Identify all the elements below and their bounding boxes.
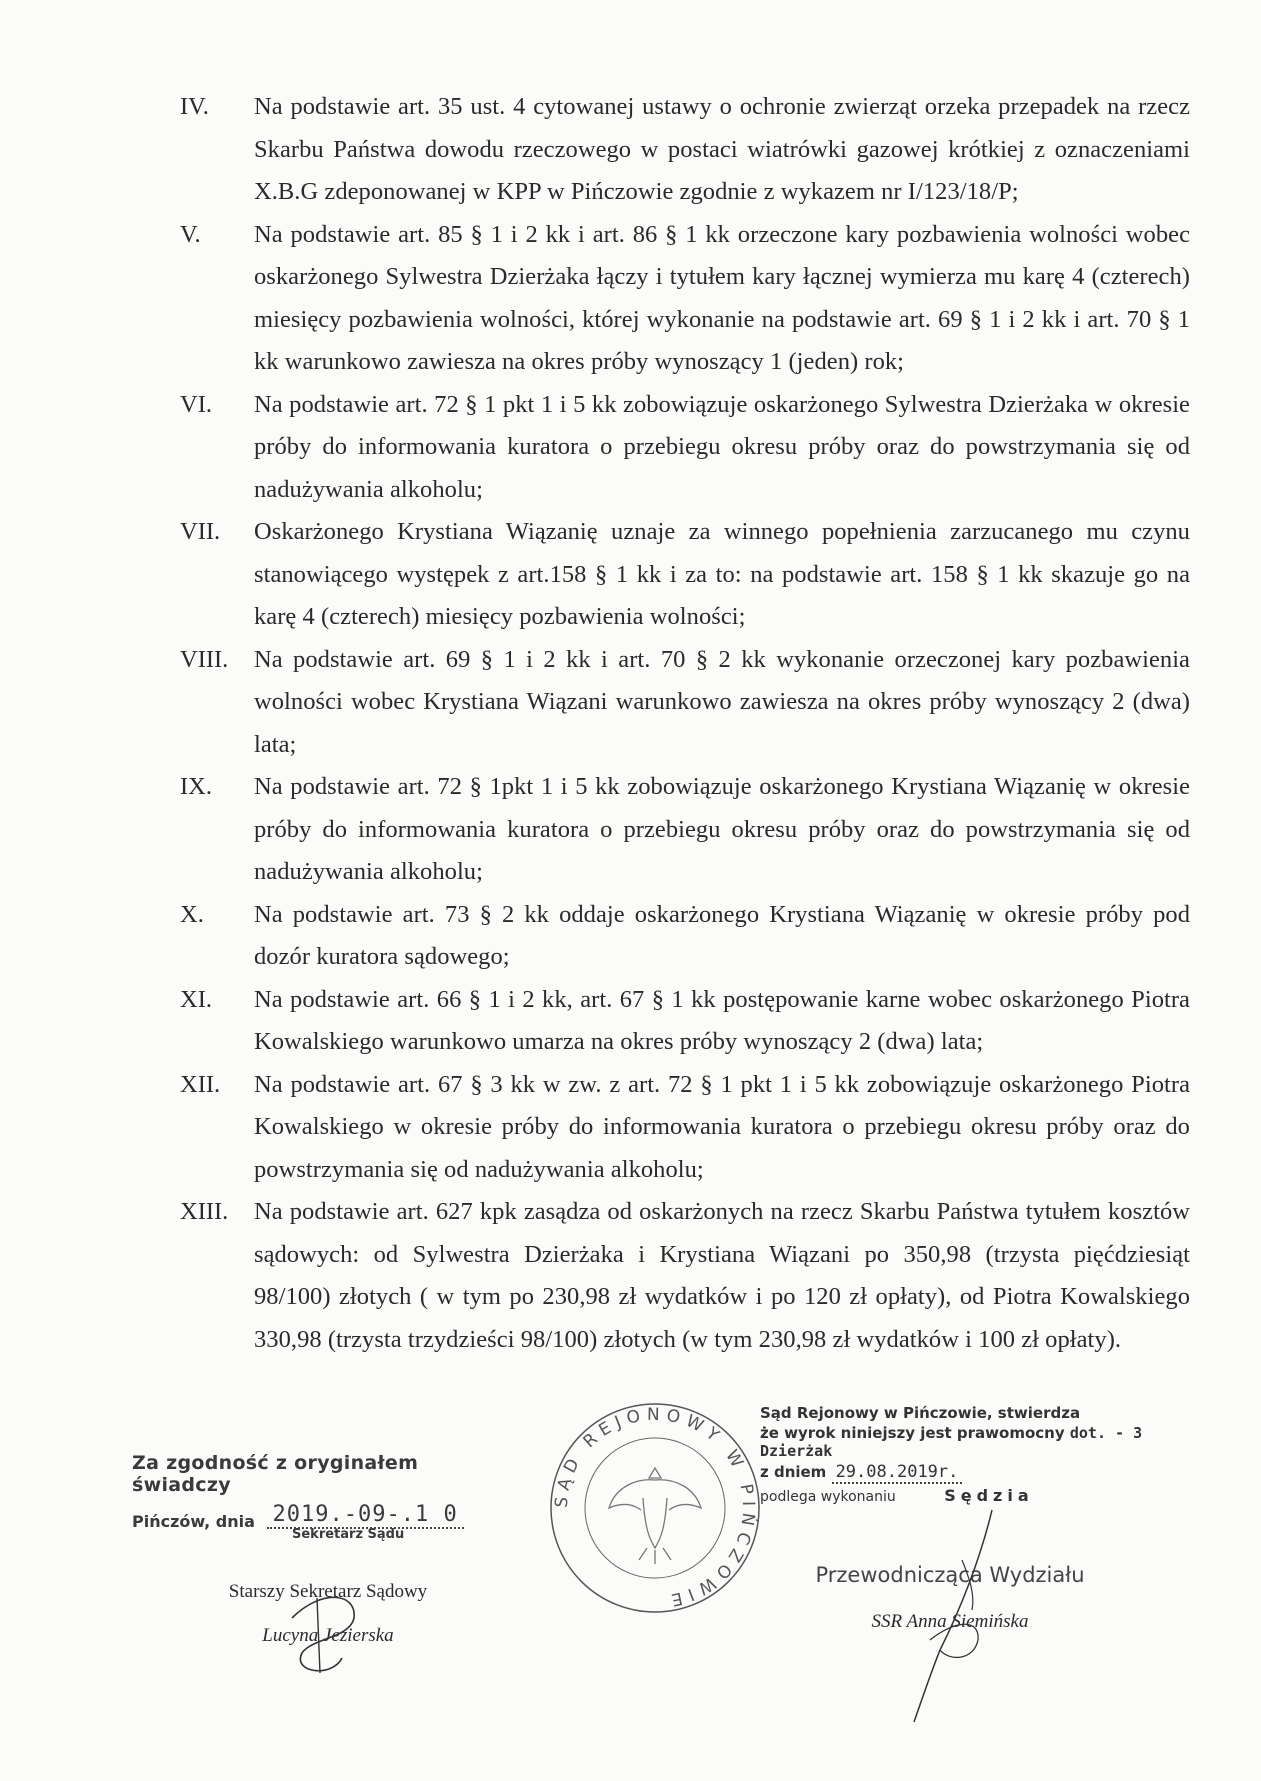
clause-ix xyxy=(180,766,1190,894)
chair-block xyxy=(800,1563,1100,1633)
clause-number: VIII. xyxy=(180,645,229,673)
clause-vii xyxy=(180,511,1190,639)
certification-place: Pińczów, dnia xyxy=(132,1512,255,1531)
clause-text: Oskarżonego Krystiana Wiązanię uznaje za winnego popełnienia zarzucanego mu czynu stanowiącego występek z art.158 § 1 kk i za to: na podstawie art. 158 § 1 kk skazuje go na karę 4 (czterech) miesięcy pozbawienia wolności; xyxy=(254,518,1190,630)
finality-statement: że wyrok niniejszy jest prawomocny dot. - 3 Dzierżak xyxy=(760,1424,1143,1460)
clause-xi xyxy=(180,979,1190,1064)
chair-role: Przewodnicząca Wydziału xyxy=(815,1563,1085,1587)
clause-x xyxy=(180,894,1190,979)
clause-text: Na podstawie art. 85 § 1 i 2 kk i art. 86 § 1 kk orzeczone kary pozbawienia wolności wobec oskarżonego Sylwestra Dzierżaka łączy i tytułem kary łącznej wymierza mu karę 4 (czterech) miesięcy pozbawienia wolności, której wykonanie na podstawie art. 69 § 1 i 2 kk i art. 70 § 1 kk warunkowo zawiesza na okres próby wynoszący 1 (jeden) rok; xyxy=(254,220,1190,375)
judge-label: Sędzia xyxy=(944,1486,1034,1505)
clause-number: XII. xyxy=(180,1070,221,1098)
clause-number: V. xyxy=(180,220,201,248)
clause-text: Na podstawie art. 72 § 1pkt 1 i 5 kk zobowiązuje oskarżonego Krystiana Wiązanię w okresie próby do informowania kuratora o przebiegu okresu próby oraz do powstrzymania się od nadużywania alkoholu; xyxy=(254,773,1190,885)
clause-viii xyxy=(180,639,1190,767)
certification-office: Sekretarz Sądu xyxy=(292,1527,405,1542)
finality-stamp xyxy=(760,1404,1180,1505)
secretary-block xyxy=(198,1581,458,1647)
certification-stamp xyxy=(132,1452,502,1542)
svg-text:SĄD REJONOWY W PIŃCZOWIE: SĄD REJONOWY W PIŃCZOWIE xyxy=(551,1404,759,1611)
finality-date: 29.08.2019r. xyxy=(832,1462,963,1484)
clause-text: Na podstawie art. 69 § 1 i 2 kk i art. 70 § 2 kk wykonanie orzeczonej kary pozbawienia wolności wobec Krystiana Wiązani warunkowo zawiesza na okres próby wynoszący 2 (dwa) lata; xyxy=(254,645,1190,758)
clause-xii xyxy=(180,1064,1190,1192)
finality-handwritten-note: dot. - 3 Dzierżak xyxy=(760,1424,1143,1460)
clause-text: Na podstawie art. 35 ust. 4 cytowanej ustawy o ochronie zwierząt orzeka przepadek na rzecz Skarbu Państwa dowodu rzeczowego w postaci wiatrówki gazowej krótkiej z oznaczeniami X.B.G zdeponowanej w KPP w Pińczowie zgodnie z wykazem nr I/123/18/P; xyxy=(254,93,1190,205)
clause-number: X. xyxy=(180,900,204,928)
certification-text: Za zgodność z oryginałem świadczy xyxy=(132,1452,419,1496)
clause-text: Na podstawie art. 67 § 3 kk w zw. z art. 72 § 1 pkt 1 i 5 kk zobowiązuje oskarżonego Piotra Kowalskiego w okresie próby do informowania kuratora o przebiegu okresu próby oraz do powstrzymania się od nadużywania alkoholu; xyxy=(254,1070,1190,1183)
clause-number: XI. xyxy=(180,985,212,1013)
clause-iv xyxy=(180,86,1190,214)
finality-court: Sąd Rejonowy w Pińczowie, stwierdza xyxy=(760,1404,1081,1422)
secretary-name: Lucyna Jezierska xyxy=(262,1625,394,1646)
court-seal xyxy=(545,1398,765,1618)
clause-number: IV. xyxy=(180,93,209,120)
finality-date-line: z dniem 29.08.2019r. xyxy=(760,1462,1180,1482)
finality-enforcement: podlega wykonaniu Sędzia xyxy=(760,1486,1034,1505)
court-seal-icon xyxy=(545,1398,765,1618)
clause-number: VI. xyxy=(180,390,212,418)
chair-name: SSR Anna Siemińska xyxy=(871,1611,1029,1632)
clause-text: Na podstawie art. 627 kpk zasądza od oskarżonych na rzecz Skarbu Państwa tytułem kosztów sądowych: od Sylwestra Dzierżaka i Krystiana Wiązani po 350,98 (trzysta pięćdziesiąt 98/100) złotych ( w tym po 230,98 zł wydatków i po 120 zł opłaty), od Piotra Kowalskiego 330,98 (trzysta trzydzieści 98/100) złotych (w tym 230,98 zł wydatków i 100 zł opłaty). xyxy=(254,1198,1190,1353)
clause-v xyxy=(180,214,1190,384)
certification-date: 2019.-09-.1 0 xyxy=(267,1502,464,1529)
clause-text: Na podstawie art. 72 § 1 pkt 1 i 5 kk zobowiązuje oskarżonego Sylwestra Dzierżaka w okresie próby do informowania kuratora o przebiegu okresu próby oraz do powstrzymania się od nadużywania alkoholu; xyxy=(254,390,1190,503)
clause-text: Na podstawie art. 66 § 1 i 2 kk, art. 67 § 1 kk postępowanie karne wobec oskarżonego Piotra Kowalskiego warunkowo umarza na okres próby wynoszący 2 (dwa) lata; xyxy=(254,985,1190,1055)
verdict-clauses xyxy=(180,86,1190,1361)
clause-number: IX. xyxy=(180,773,212,800)
clause-vi xyxy=(180,384,1190,512)
clause-number: VII. xyxy=(180,518,221,545)
clause-text: Na podstawie art. 73 § 2 kk oddaje oskarżonego Krystiana Wiązanię w okresie próby pod dozór kuratora sądowego; xyxy=(254,900,1190,970)
secretary-role: Starszy Sekretarz Sądowy xyxy=(228,1581,428,1602)
clause-xiii xyxy=(180,1191,1190,1361)
clause-number: XIII. xyxy=(180,1198,229,1225)
